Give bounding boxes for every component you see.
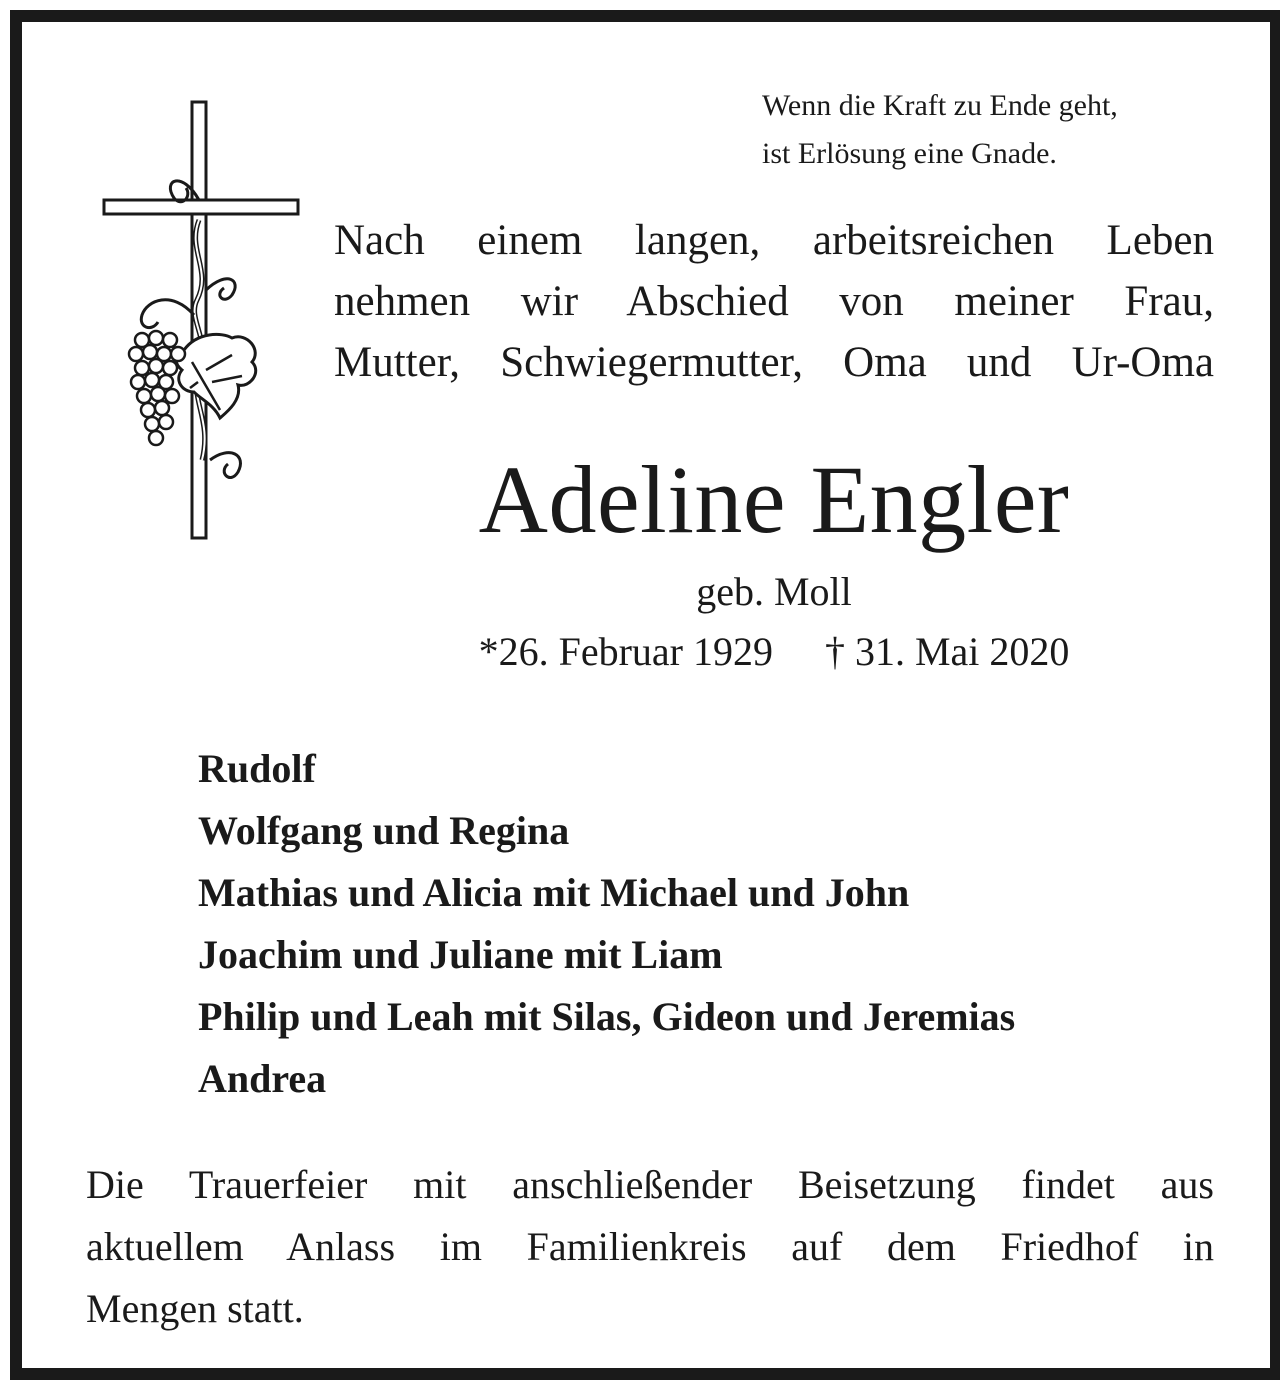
birth-date: *26. Februar 1929 — [478, 629, 773, 674]
mourner-entry: Joachim und Juliane mit Liam — [198, 932, 723, 977]
cross-with-grapevine-icon — [102, 100, 302, 540]
mourner-entry: Philip und Leah mit Silas, Gideon und Jeremias — [198, 994, 1016, 1039]
intro-text — [334, 210, 1214, 393]
intro-line: Mutter, Schwiegermutter, Oma und Ur-Oma — [334, 339, 1214, 386]
funeral-information — [86, 1154, 1214, 1340]
mourner-entry: Wolfgang und Regina — [198, 808, 570, 853]
intro-line: nehmen wir Abschied von meiner Frau, — [334, 278, 1214, 325]
closing-line: Die Trauerfeier mit anschließender Beisetzung findet aus — [86, 1162, 1214, 1207]
quote — [762, 82, 1232, 178]
mourner-entry: Mathias und Alicia mit Michael und John — [198, 870, 910, 915]
mourner-entry: Andrea — [198, 1056, 327, 1101]
closing-line: Mengen statt. — [86, 1286, 304, 1331]
intro-line: Nach einem langen, arbeitsreichen Leben — [334, 217, 1214, 264]
deceased-name: Adeline Engler — [478, 446, 1070, 553]
closing-line: aktuellem Anlass im Familienkreis auf dem Friedhof in — [86, 1224, 1214, 1269]
death-date: † 31. Mai 2020 — [824, 629, 1070, 674]
obituary-notice — [10, 10, 1280, 1380]
mourner-entry: Rudolf — [198, 746, 316, 791]
quote-line: Wenn die Kraft zu Ende geht, — [762, 89, 1118, 122]
quote-line: ist Erlösung eine Gnade. — [762, 137, 1057, 170]
birth-name: geb. Moll — [696, 569, 852, 614]
life-dates — [334, 622, 1214, 682]
mourners-list — [198, 738, 1228, 1110]
